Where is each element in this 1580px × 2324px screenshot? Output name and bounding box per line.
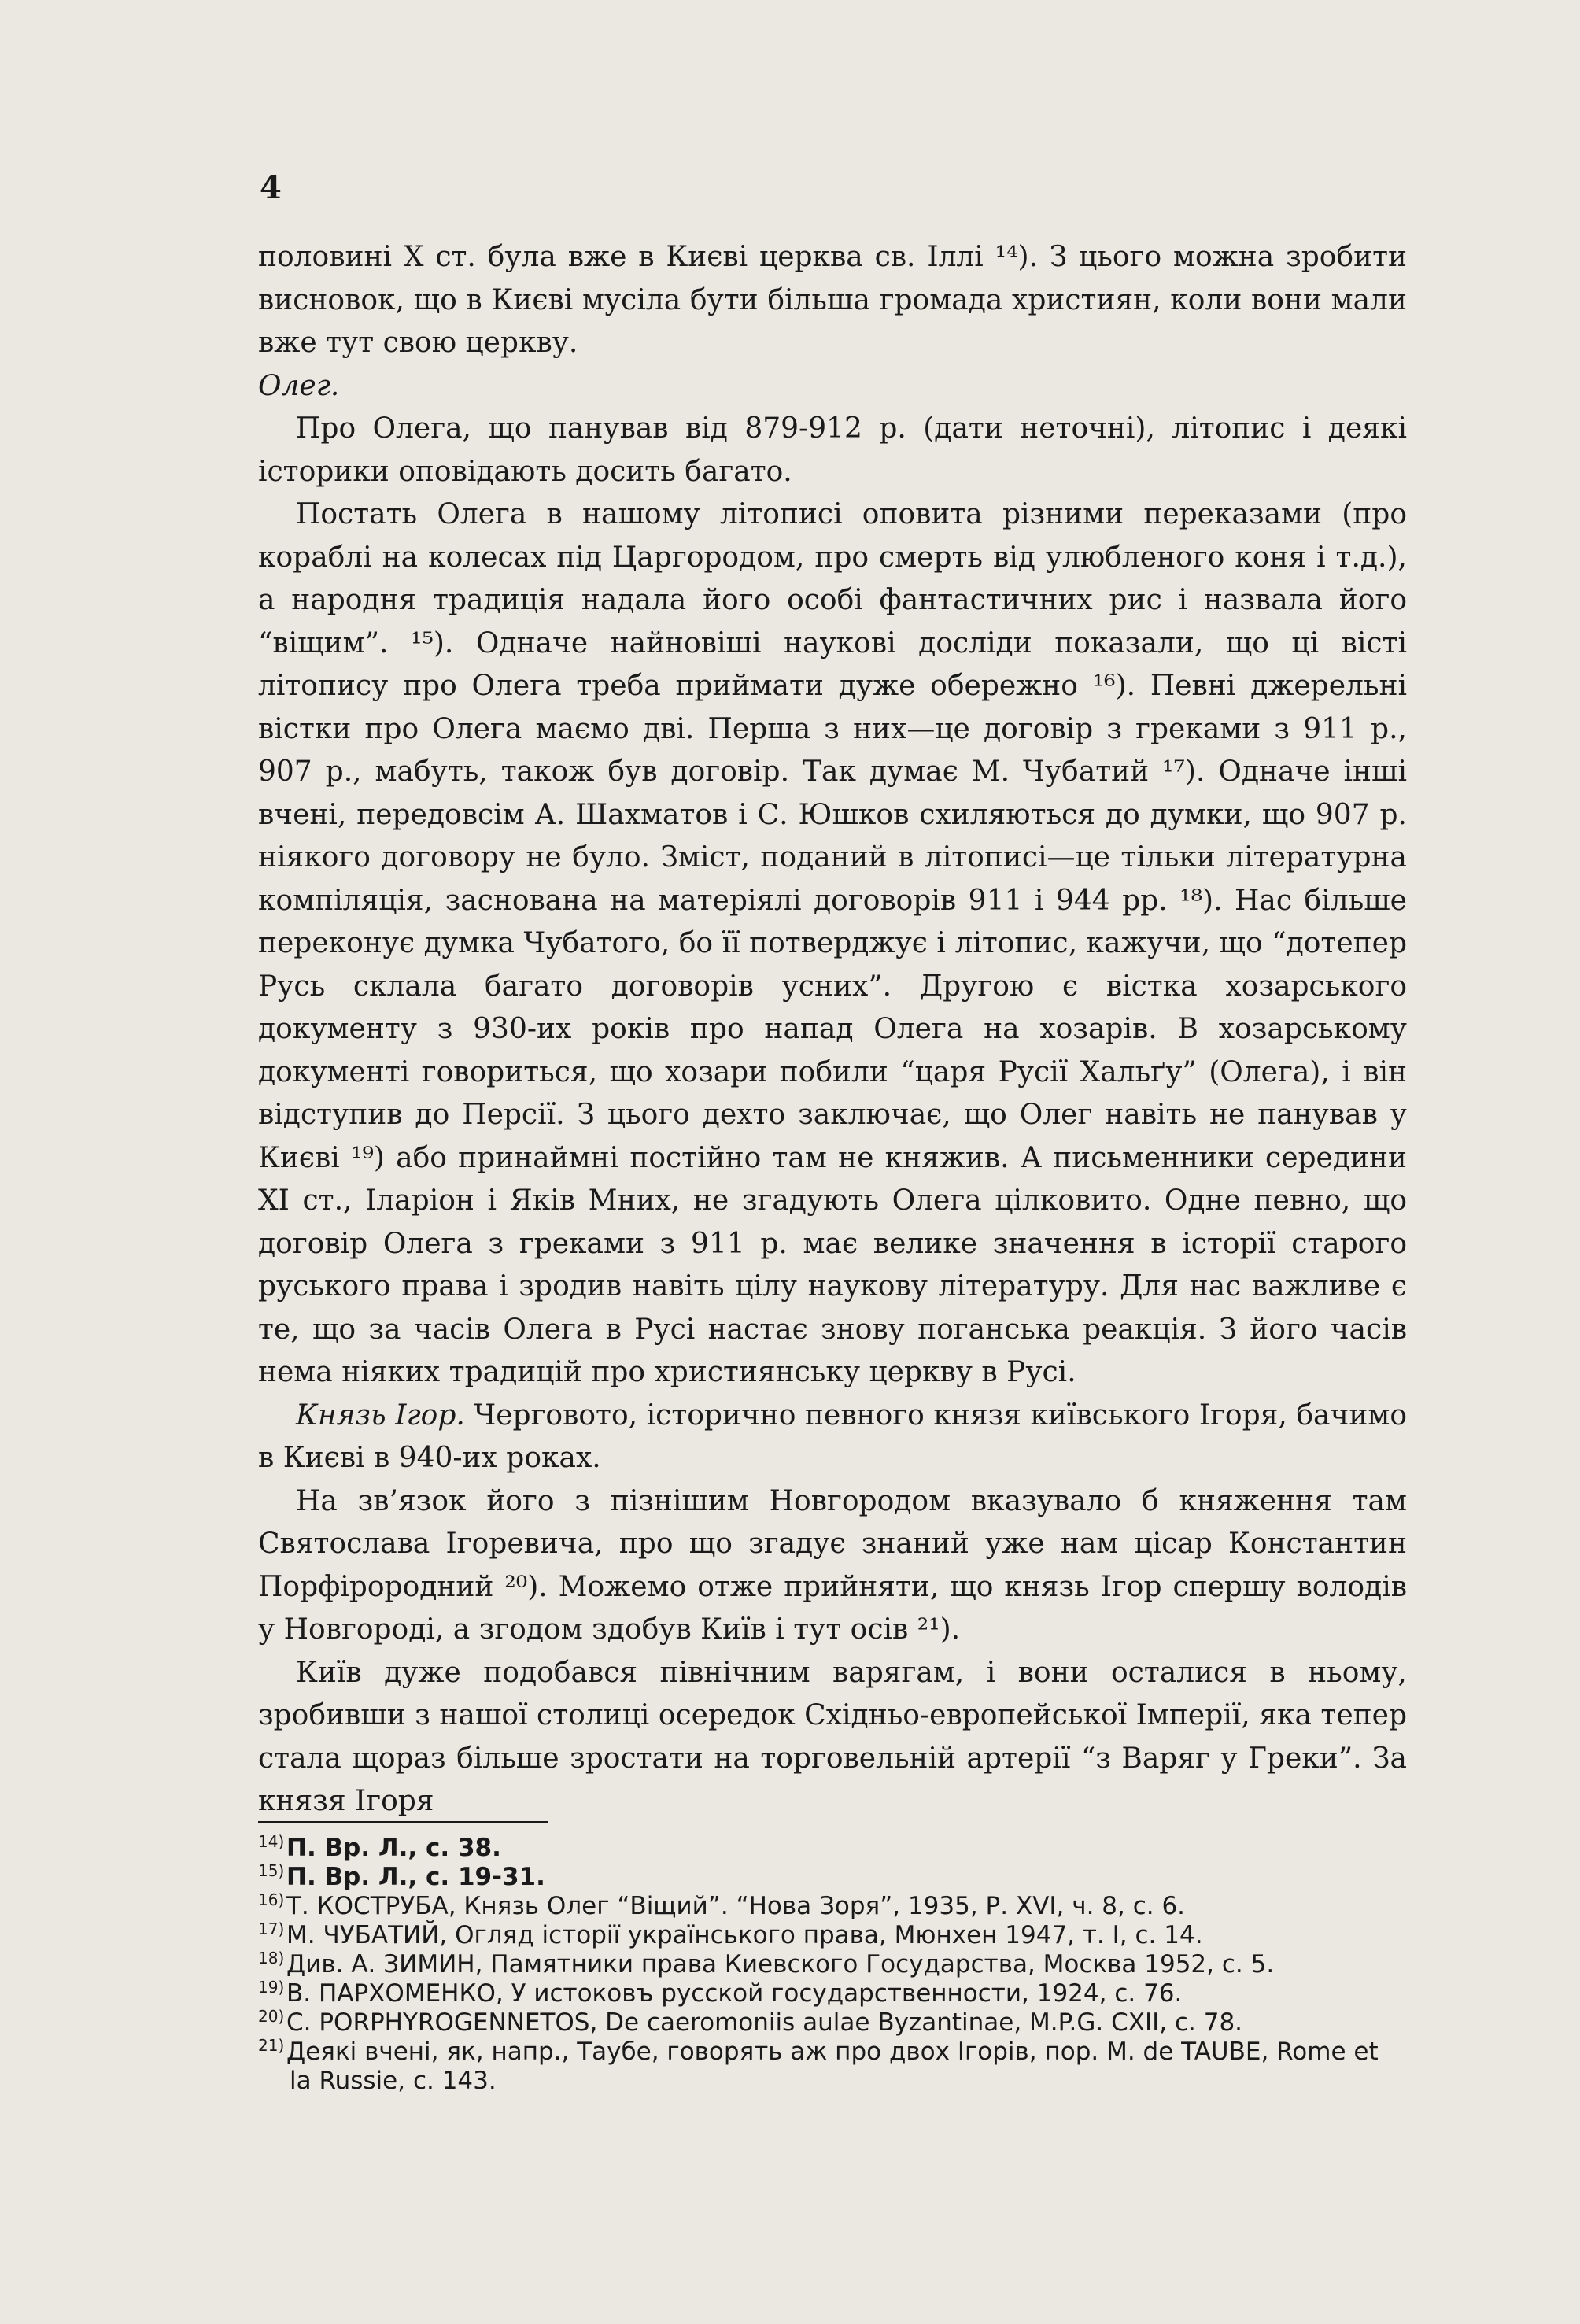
body-text <box>258 236 1407 1823</box>
footnote-17: 17)М. ЧУБАТИЙ, Огляд історії українського права, Мюнхен 1947, т. I, с. 14. <box>258 1919 1203 1949</box>
section-heading-oleg: Олег. <box>258 369 340 402</box>
paragraph-3: Про Олега, що панував від 879-912 р. (дати неточні), літопис і деякі історики оповідають досить багато. <box>258 412 1407 488</box>
footnotes <box>258 1831 1407 2096</box>
footnote-divider <box>258 1821 548 1823</box>
paragraph-5 <box>258 1395 1407 1480</box>
footnote-20: 20)C. PORPHYROGENNETOS, De caeromoniis aulae Byzantinae, M.P.G. CXII, с. 78. <box>258 2006 1243 2037</box>
paragraph-4: Постать Олега в нашому літописі оповита різними переказами (про кораблі на колесах під Царгородом, про смерть від улюбленого коня і т.д.), а народня традиція надала його особі фантастичних рис і назвала його “віщим”. ¹⁵). Одначе найновіші наукові досліди показали, що ці вісті літопису про Олега треба приймати дуже обережно ¹⁶). Певні джерельні вістки про Олега маємо дві. Перша з них—це договір з греками з 911 р., 907 р., мабуть, також був договір. Так думає М. Чубатий ¹⁷). Одначе інші вчені, передовсім А. Шахматов і С. Юшков схиляються до думки, що 907 р. ніякого договору не було. Зміст, поданий в літописі—це тільки літературна компіляція, заснована на матеріялі договорів 911 і 944 рр. ¹⁸). Нас більше переконує думка Чубатого, бо її потверджує і літопис, кажучи, що “дотепер Русь склала багато договорів усних”. Другою є вістка хозарського документу з 930-их років про напад Олега на хозарів. В хозарському документі говориться, що хозари побили “царя Русії Хальґу” (Олега), і він відступив до Персії. З цього дехто заключає, що Олег навіть не панував у Києві ¹⁹) або принаймні постійно там не княжив. А письменники середини XI ст., Іларіон і Яків Мних, не згадують Олега цілковито. Одне певно, що договір Олега з греками з 911 р. має велике значення в історії старого руського права і зродив навіть цілу наукову літературу. Для нас важливе є те, що за часів Олега в Русі настає знову поганська реакція. З його часів нема ніяких традицій про християнську церкву в Русі. <box>258 498 1407 1388</box>
paragraph-6: На зв’язок його з пізнішим Новгородом вказувало б княження там Святослава Ігоревича, про що згадує знаний уже нам цісар Константин Порфірородний ²⁰). Можемо отже прийняти, що князь Ігор спершу володів у Новгороді, а згодом здобув Київ і тут осів ²¹). <box>258 1484 1407 1646</box>
paragraph-1: половині X ст. була вже в Києві церква св. Іллі ¹⁴). З цього можна зробити висновок, що в Києві мусіла бути більша громада християн, коли вони мали вже тут свою церкву. <box>258 241 1407 359</box>
footnote-18: 18)Див. А. ЗИМИН, Памятники права Киевского Государства, Москва 1952, с. 5. <box>258 1948 1275 1979</box>
page-number: 4 <box>260 169 282 206</box>
footnote-16: 16)Т. КОСТРУБА, Князь Олег “Віщий”. “Нова Зоря”, 1935, Р. XVI, ч. 8, с. 6. <box>258 1890 1186 1920</box>
footnote-19: 19)В. ПАРХОМЕНКО, У истоковъ русской государственности, 1924, с. 76. <box>258 1977 1183 2008</box>
paragraph-5-text: Черговото, історично певного князя київського Ігоря, бачимо в Києві в 940-их роках. <box>258 1398 1407 1474</box>
footnote-14: 14)П. Вр. Л., с. 38. <box>258 1831 501 1862</box>
paragraph-7: Київ дуже подобався північним варягам, і вони осталися в ньому, зробивши з нашої столиці осередок Східньо-европейської Імперії, яка тепер стала щораз більше зростати на торговельній артерії “з Варяг у Греки”. За князя Ігоря <box>258 1656 1407 1817</box>
footnote-15: 15)П. Вр. Л., с. 19-31. <box>258 1860 545 1891</box>
section-heading-ihor: Князь Ігор. <box>296 1398 465 1432</box>
footnote-21: 21)Деякі вчені, як, напр., Таубе, говорять аж про двох Ігорів, пор. M. de TAUBE, Rome et la Russie, с. 143. <box>258 2035 1379 2095</box>
